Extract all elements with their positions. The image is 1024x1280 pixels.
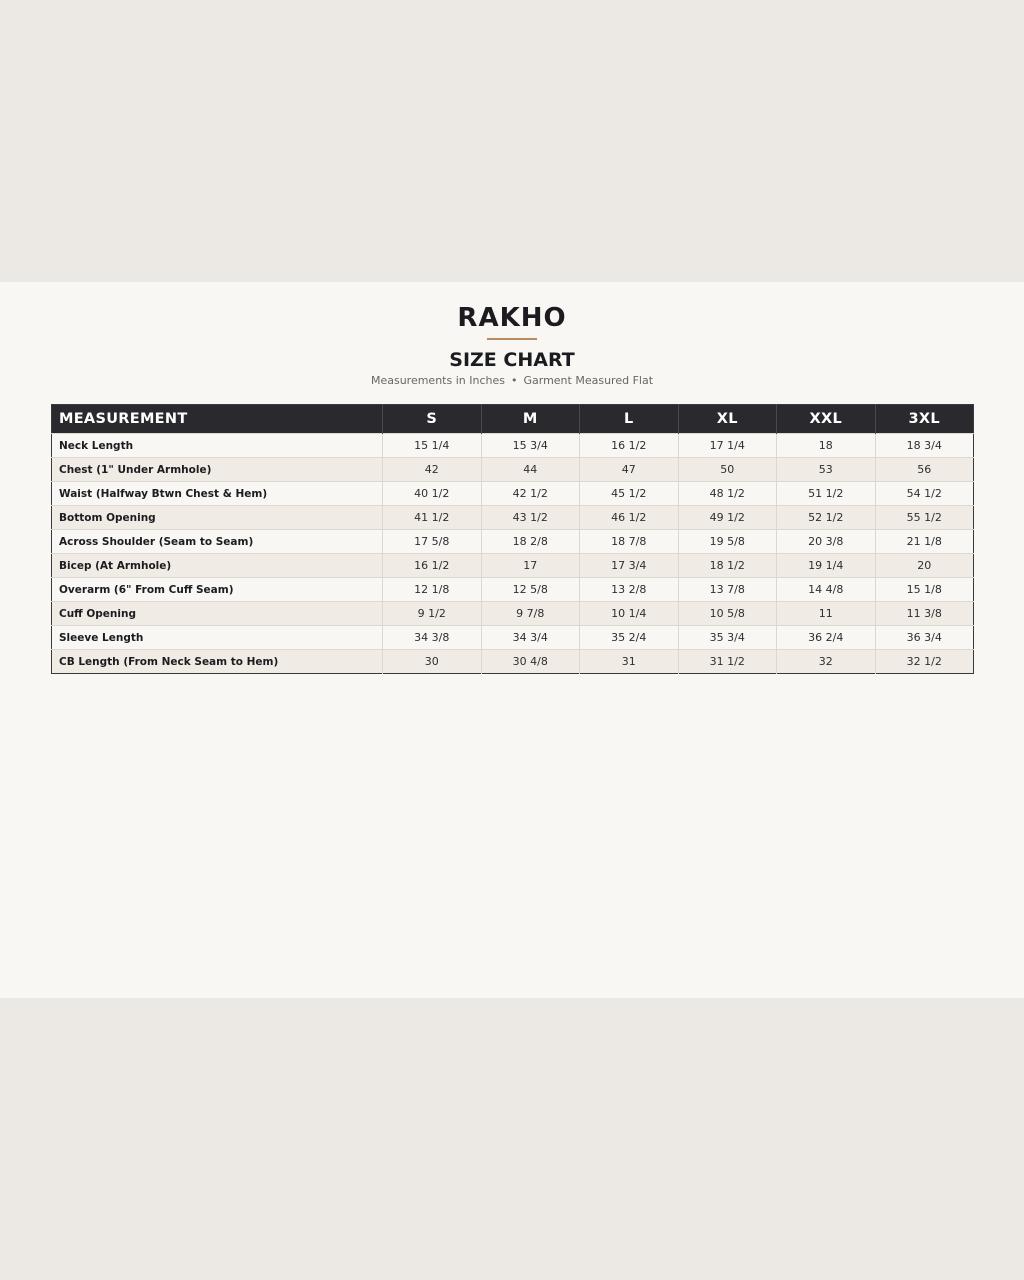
header-measurement: MEASUREMENT: [52, 405, 383, 434]
size-value-xl: 10 5/8: [678, 602, 777, 626]
page-subtitle: [0, 373, 1024, 389]
subtitle-units: Measurements in Inches: [370, 374, 505, 387]
size-value-l: 10 1/4: [580, 602, 679, 626]
size-value-xl: 17 1/4: [678, 434, 777, 458]
size-value-xl: 35 3/4: [678, 626, 777, 650]
size-value-3xl: 56: [875, 458, 974, 482]
size-value-xl: 18 1/2: [678, 554, 777, 578]
table-row: [52, 554, 974, 578]
size-value-m: 42 1/2: [481, 482, 580, 506]
header-size-m: M: [481, 405, 580, 434]
size-value-s: 34 3/8: [383, 626, 482, 650]
size-value-l: 18 7/8: [580, 530, 679, 554]
size-value-m: 44: [481, 458, 580, 482]
size-value-xxl: 19 1/4: [777, 554, 876, 578]
measurement-label: Overarm (6" From Cuff Seam): [52, 578, 383, 602]
size-value-s: 17 5/8: [383, 530, 482, 554]
size-value-xxl: 20 3/8: [777, 530, 876, 554]
size-chart-card: [0, 282, 1024, 998]
measurement-label: CB Length (From Neck Seam to Hem): [52, 650, 383, 674]
size-value-3xl: 36 3/4: [875, 626, 974, 650]
title-divider: [487, 338, 537, 340]
table-row: [52, 434, 974, 458]
size-value-m: 43 1/2: [481, 506, 580, 530]
size-value-s: 30: [383, 650, 482, 674]
size-value-m: 17: [481, 554, 580, 578]
header-size-3xl: 3XL: [875, 405, 974, 434]
size-value-xl: 19 5/8: [678, 530, 777, 554]
size-value-l: 47: [580, 458, 679, 482]
header-size-s: S: [383, 405, 482, 434]
table-row: [52, 602, 974, 626]
header-size-l: L: [580, 405, 679, 434]
size-value-xxl: 36 2/4: [777, 626, 876, 650]
measurement-label: Bicep (At Armhole): [52, 554, 383, 578]
size-value-l: 31: [580, 650, 679, 674]
size-value-xl: 48 1/2: [678, 482, 777, 506]
subtitle-method: Garment Measured Flat: [523, 374, 654, 387]
size-value-s: 16 1/2: [383, 554, 482, 578]
size-value-xxl: 32: [777, 650, 876, 674]
size-value-xl: 49 1/2: [678, 506, 777, 530]
measurement-label: Across Shoulder (Seam to Seam): [52, 530, 383, 554]
size-value-3xl: 18 3/4: [875, 434, 974, 458]
measurement-label: Waist (Halfway Btwn Chest & Hem): [52, 482, 383, 506]
brand-logo-text: RAKHO: [457, 303, 567, 333]
table-row: [52, 458, 974, 482]
size-value-xxl: 18: [777, 434, 876, 458]
size-value-s: 41 1/2: [383, 506, 482, 530]
page-title: SIZE CHART: [449, 349, 575, 371]
size-value-m: 9 7/8: [481, 602, 580, 626]
size-value-xxl: 53: [777, 458, 876, 482]
table-row: [52, 482, 974, 506]
subtitle-separator: •: [510, 374, 518, 387]
size-chart-table: [51, 404, 974, 674]
table-body: [52, 434, 974, 674]
size-value-3xl: 15 1/8: [875, 578, 974, 602]
size-value-3xl: 20: [875, 554, 974, 578]
size-value-s: 9 1/2: [383, 602, 482, 626]
size-value-xxl: 11: [777, 602, 876, 626]
measurement-label: Chest (1" Under Armhole): [52, 458, 383, 482]
size-value-xl: 50: [678, 458, 777, 482]
size-value-l: 16 1/2: [580, 434, 679, 458]
size-value-l: 13 2/8: [580, 578, 679, 602]
size-value-xxl: 51 1/2: [777, 482, 876, 506]
size-value-l: 46 1/2: [580, 506, 679, 530]
table-header-row: [52, 405, 974, 434]
header-size-xl: XL: [678, 405, 777, 434]
size-value-s: 42: [383, 458, 482, 482]
size-value-l: 35 2/4: [580, 626, 679, 650]
size-value-xxl: 52 1/2: [777, 506, 876, 530]
size-value-3xl: 11 3/8: [875, 602, 974, 626]
size-value-xl: 13 7/8: [678, 578, 777, 602]
size-value-m: 15 3/4: [481, 434, 580, 458]
size-value-s: 12 1/8: [383, 578, 482, 602]
measurement-label: Bottom Opening: [52, 506, 383, 530]
size-value-s: 15 1/4: [383, 434, 482, 458]
size-value-l: 17 3/4: [580, 554, 679, 578]
table-row: [52, 506, 974, 530]
size-value-3xl: 21 1/8: [875, 530, 974, 554]
size-value-xxl: 14 4/8: [777, 578, 876, 602]
header-size-xxl: XXL: [777, 405, 876, 434]
table-row: [52, 626, 974, 650]
size-value-m: 12 5/8: [481, 578, 580, 602]
size-value-xl: 31 1/2: [678, 650, 777, 674]
size-value-3xl: 54 1/2: [875, 482, 974, 506]
table-row: [52, 530, 974, 554]
size-value-m: 18 2/8: [481, 530, 580, 554]
table-row: [52, 578, 974, 602]
table-row: [52, 650, 974, 674]
size-value-m: 30 4/8: [481, 650, 580, 674]
size-value-s: 40 1/2: [383, 482, 482, 506]
measurement-label: Neck Length: [52, 434, 383, 458]
size-value-l: 45 1/2: [580, 482, 679, 506]
measurement-label: Cuff Opening: [52, 602, 383, 626]
size-value-3xl: 32 1/2: [875, 650, 974, 674]
measurement-label: Sleeve Length: [52, 626, 383, 650]
size-value-3xl: 55 1/2: [875, 506, 974, 530]
size-value-m: 34 3/4: [481, 626, 580, 650]
